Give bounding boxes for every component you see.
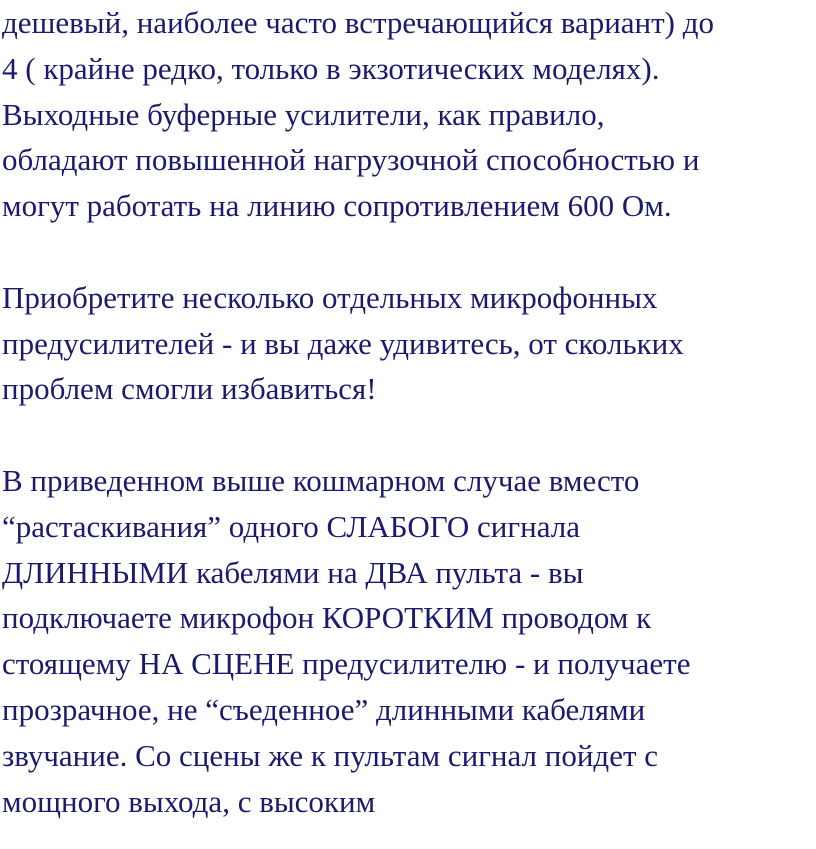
text-line: дешевый, наиболее часто встречающийся вариант) до <box>2 5 715 40</box>
paragraph-buy-preamps <box>2 275 816 412</box>
text-line: мощного выхода, с высоким <box>2 783 376 819</box>
text-line: проблем смогли избавиться! <box>2 371 377 407</box>
paragraph-output-buffers <box>2 0 816 229</box>
text-line: прозрачное, не “съеденное” длинными кабелями <box>2 691 646 727</box>
text-line: обладают повышенной нагрузочной способностью и <box>2 142 700 178</box>
text-line: 4 ( крайне редко, только в экзотических моделях). <box>2 50 660 86</box>
paragraph-spacer <box>2 229 816 275</box>
paragraph-spacer <box>2 412 816 458</box>
text-line: Приобретите несколько отдельных микрофонных <box>2 279 658 315</box>
text-line: “растаскивания” одного СЛАБОГО сигнала <box>2 508 580 544</box>
paragraph-nightmare-case <box>2 458 816 824</box>
text-line: подключаете микрофон КОРОТКИМ проводом к <box>2 600 652 636</box>
text-line: ДЛИННЫМИ кабелями на ДВА пульта - вы <box>2 554 584 590</box>
text-line: Выходные буферные усилители, как правило, <box>2 96 605 132</box>
text-line: стоящему НА СЦЕНЕ предусилителю - и получаете <box>2 646 691 682</box>
text-line: предусилителей - и вы даже удивитесь, от скольких <box>2 325 684 361</box>
text-line: В приведенном выше кошмарном случае вместо <box>2 462 640 498</box>
text-line: могут работать на линию сопротивлением 600 Ом. <box>2 188 672 224</box>
text-line: звучание. Со сцены же к пультам сигнал пойдет с <box>2 737 659 773</box>
